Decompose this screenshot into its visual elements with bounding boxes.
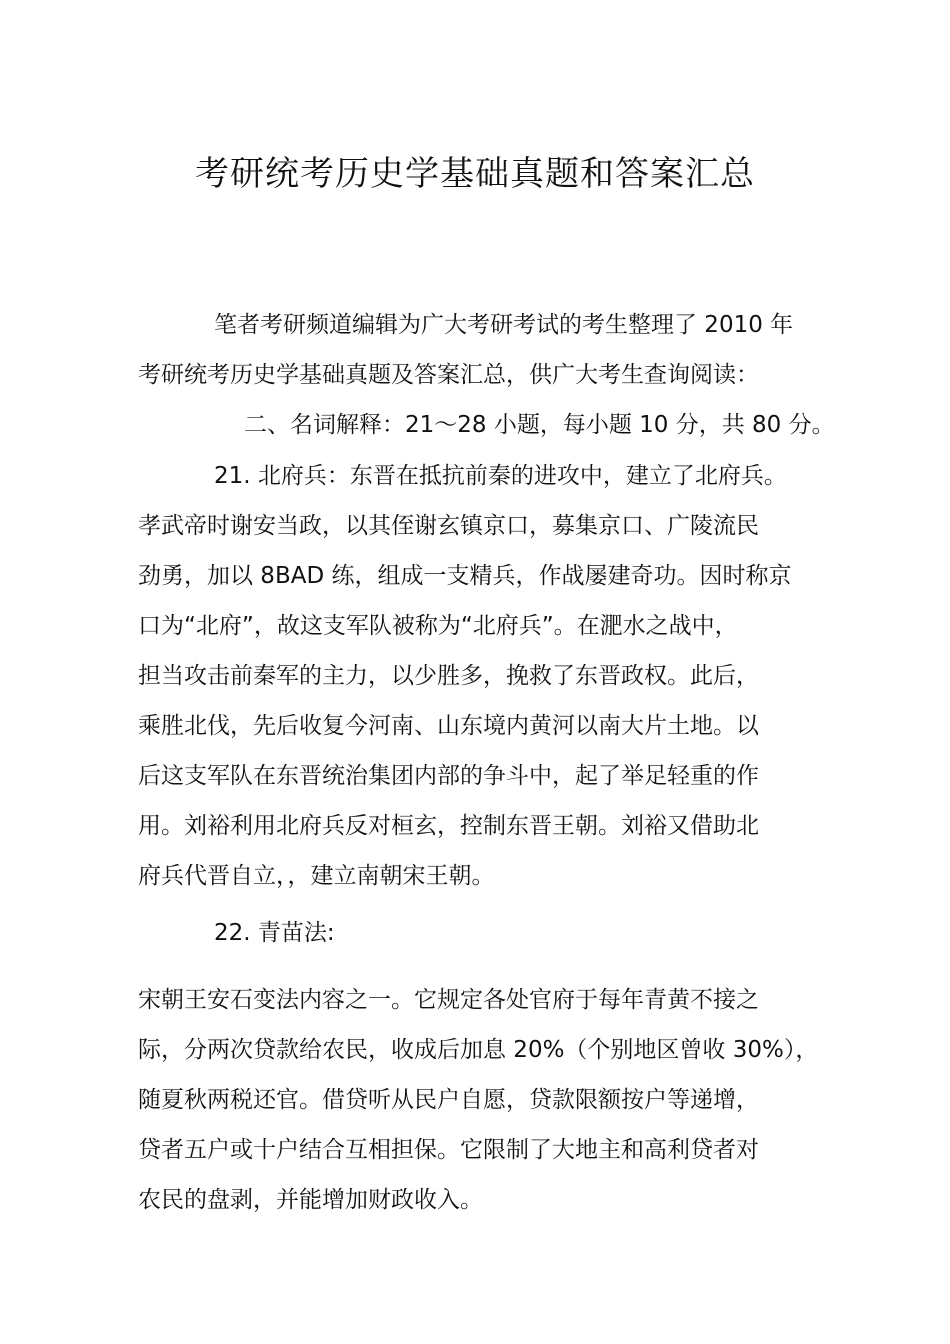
item21-line: 府兵代晋自立，，建立南朝宋王朝。 <box>138 863 495 889</box>
item21-line: 劲勇，加以 8BAD 练，组成一支精兵，作战屡建奇功。因时称京 <box>138 563 792 589</box>
item21-line: 孝武帝时谢安当政，以其侄谢玄镇京口，募集京口、广陵流民 <box>138 513 759 539</box>
item22-heading: 22. 青苗法: <box>214 920 335 946</box>
item22-line: 农民的盘剥，并能增加财政收入。 <box>138 1187 483 1213</box>
item21-line: 担当攻击前秦军的主力，以少胜多，挽救了东晋政权。此后， <box>138 663 759 689</box>
item21-line: 用。刘裕利用北府兵反对桓玄，控制东晋王朝。刘裕又借助北 <box>138 813 759 839</box>
item21-line: 口为“北府”，故这支军队被称为“北府兵”。在淝水之战中， <box>138 613 738 639</box>
document-title: 考研统考历史学基础真题和答案汇总 <box>195 154 755 194</box>
item22-line: 贷者五户或十户结合互相担保。它限制了大地主和高利贷者对 <box>138 1137 759 1163</box>
item22-line: 随夏秋两税还官。借贷听从民户自愿，贷款限额按户等递增， <box>138 1087 759 1113</box>
item22-line: 宋朝王安石变法内容之一。它规定各处官府于每年青黄不接之 <box>138 987 759 1013</box>
section-heading: 二、名词解释：21～28 小题，每小题 10 分，共 80 分。 <box>244 412 835 438</box>
item21-line: 21. 北府兵：东晋在抵抗前秦的进攻中，建立了北府兵。 <box>214 463 787 489</box>
item22-line: 际，分两次贷款给农民，收成后加息 20%（个别地区曾收 30%）， <box>138 1037 819 1063</box>
intro-line: 考研统考历史学基础真题及答案汇总，供广大考生查询阅读： <box>138 362 759 388</box>
item21-line: 后这支军队在东晋统治集团内部的争斗中，起了举足轻重的作 <box>138 763 759 789</box>
intro-line: 笔者考研频道编辑为广大考研考试的考生整理了 2010 年 <box>214 312 794 338</box>
item21-line: 乘胜北伐，先后收复今河南、山东境内黄河以南大片土地。以 <box>138 713 759 739</box>
